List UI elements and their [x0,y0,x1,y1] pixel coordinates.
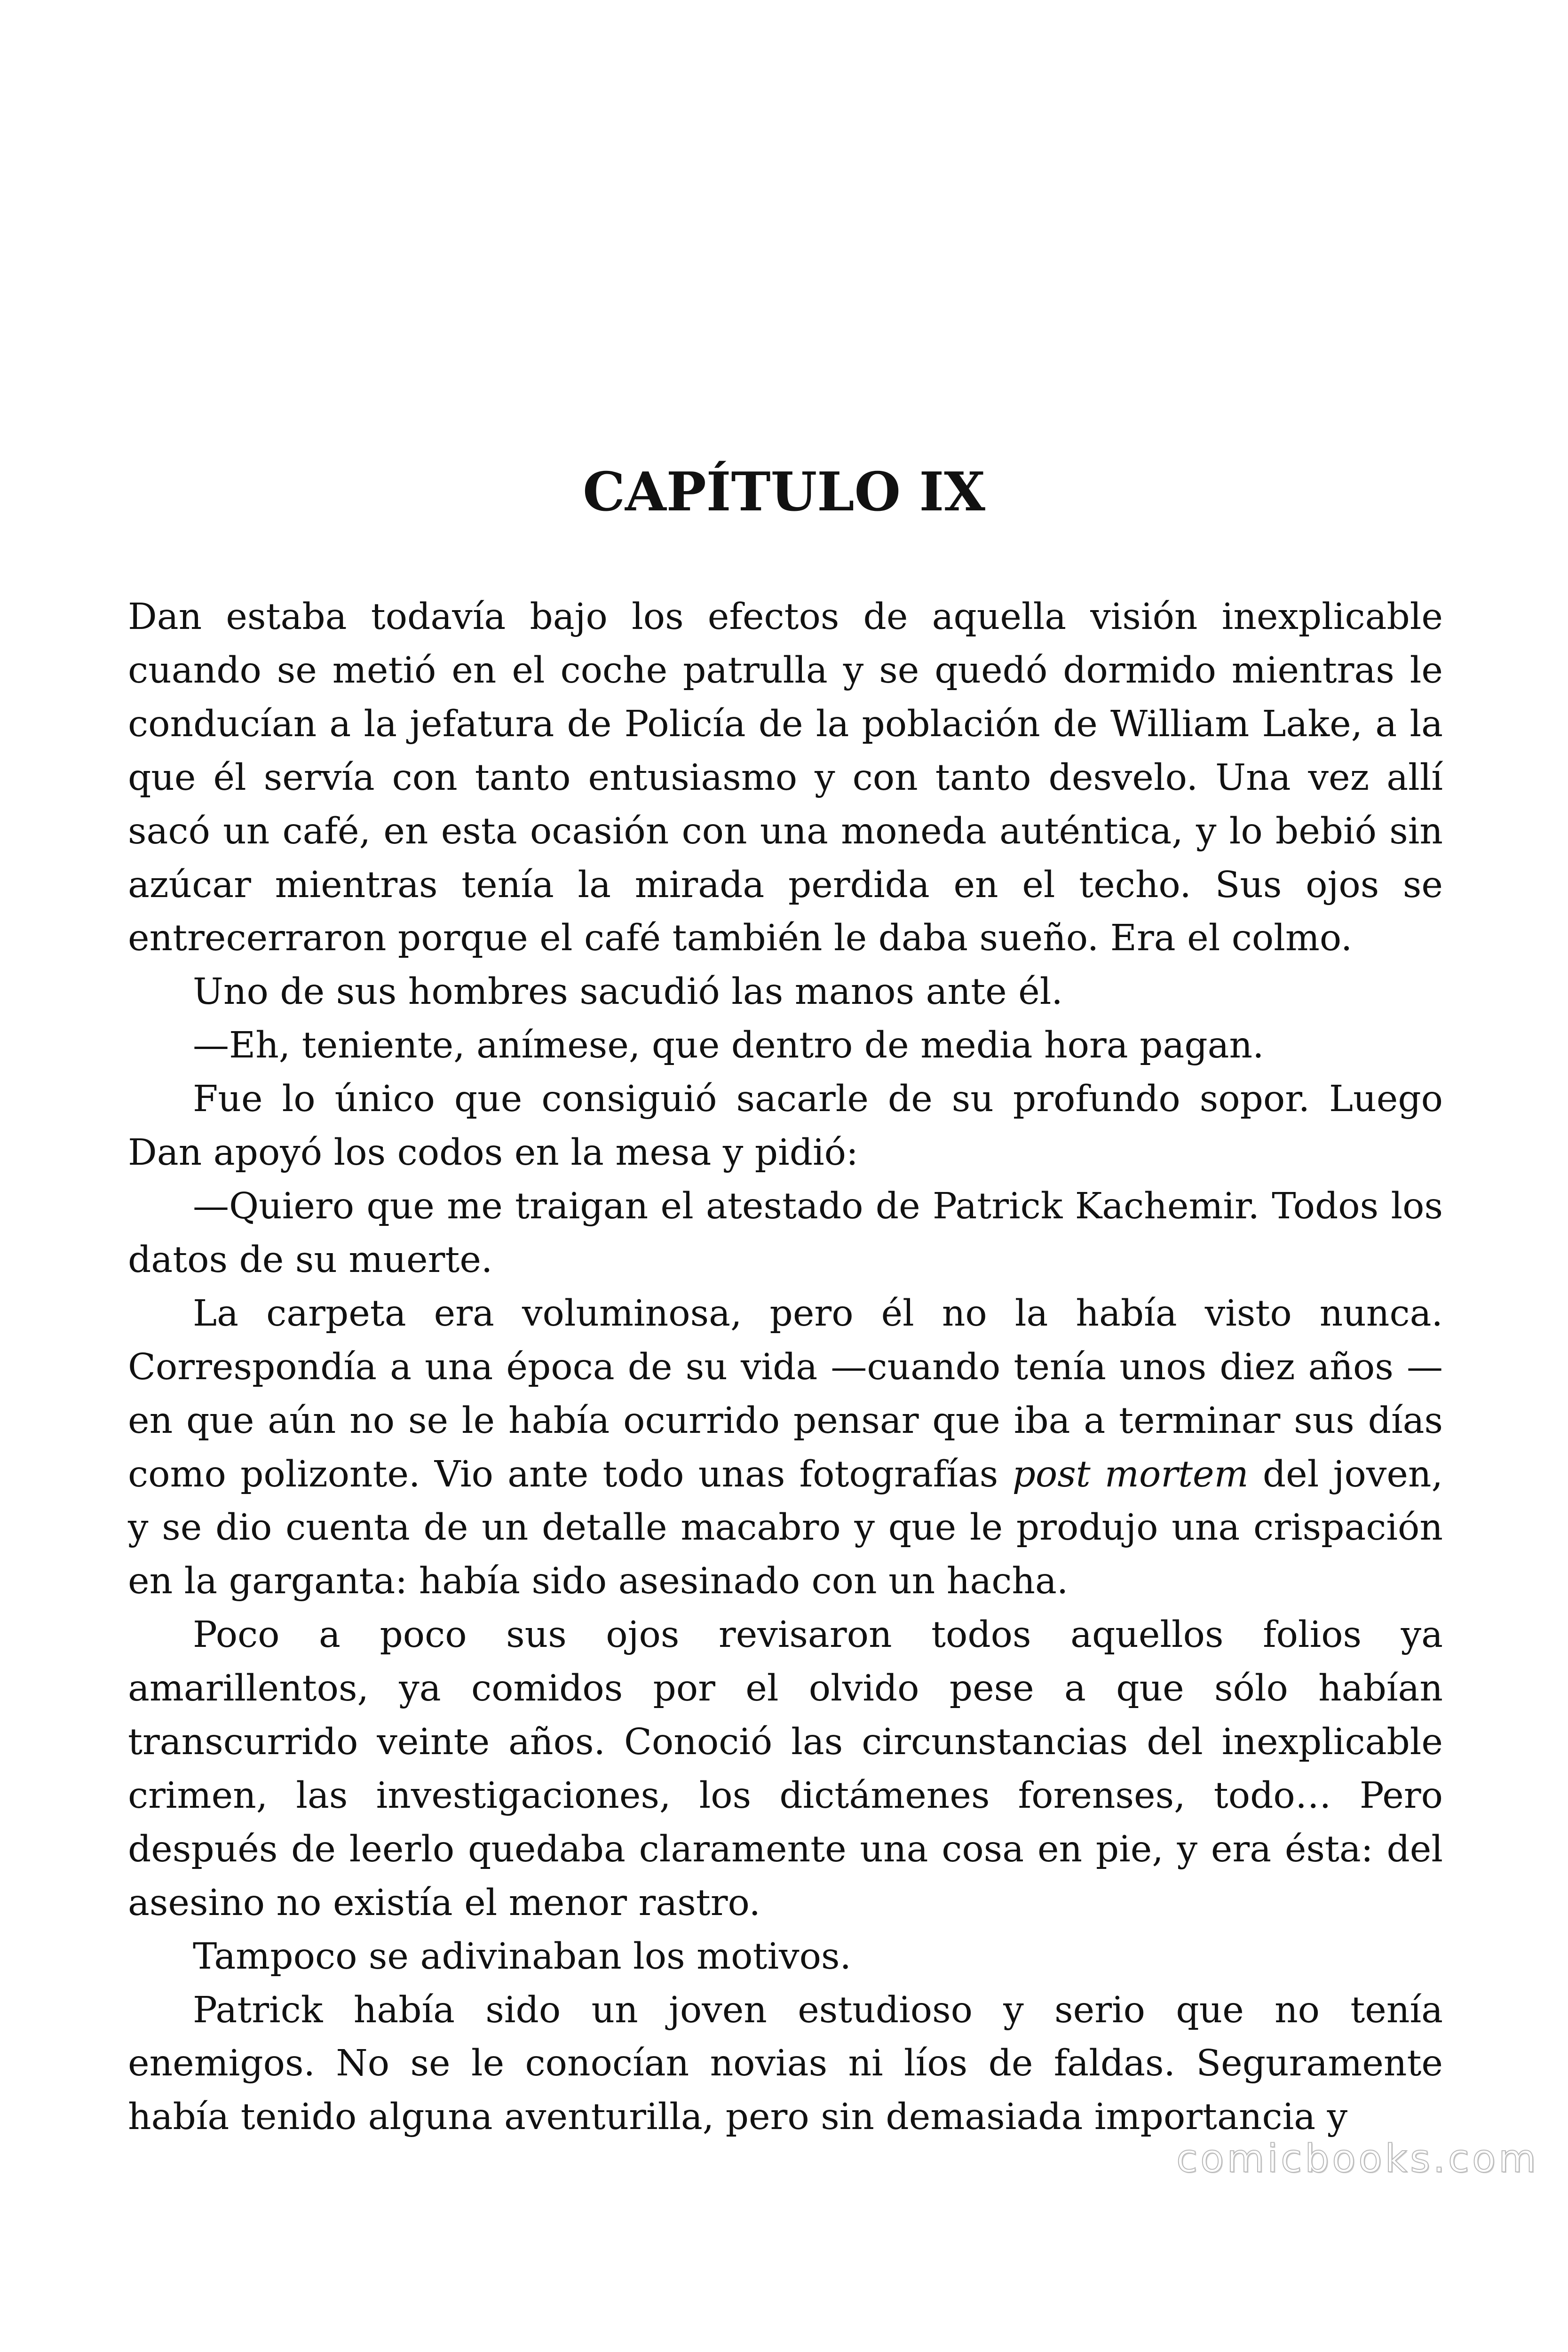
chapter-body [128,590,1443,2144]
chapter-title: CAPÍTULO IX [583,461,985,523]
paragraph-carpeta-after: del joven, y se dio cuenta de un detalle macabro y que le produjo una crispación en la garganta: había sido asesinado con un hacha. [128,1453,1443,1603]
paragraph-motivos: Tampoco se adivinaban los motivos. [193,1935,851,1978]
paragraph-carpeta [128,1287,1443,1608]
watermark-text: comicbooks.com [1176,2137,1539,2181]
paragraph-carpeta-italic: post mortem [1012,1453,1249,1495]
paragraph-opening: Dan estaba todavía bajo los efectos de aquella visión inexplicable cuando se metió en el coche patrulla y se quedó dormido mientras le conducían a la jefatura de Policía de la población de William Lake, a la que él servía con tanto entusiasmo y con tanto desvelo. Una vez allí sacó un café, en esta ocasión con una moneda auténtica, y lo bebió sin azúcar mientras tenía la mirada perdida en el techo. Sus ojos se entrecerraron porque el café también le daba sueño. Era el colmo. [128,596,1443,960]
paragraph-dialogue-atestado: —Quiero que me traigan el atestado de Patrick Kachemir. Todos los datos de su muerte. [128,1185,1443,1281]
paragraph-hands: Uno de sus hombres sacudió las manos ante él. [193,971,1063,1013]
paragraph-sopor: Fue lo único que consiguió sacarle de su profundo sopor. Luego Dan apoyó los codos en la mesa y pidió: [128,1078,1443,1174]
paragraph-carpeta-before: La carpeta era voluminosa, pero él no la había visto nunca. Correspondía a una época de su vida —cuando tenía unos diez años — en que aún no se le había ocurrido pensar que iba a terminar sus días como polizonte. Vio ante todo unas fotografías [128,1292,1443,1495]
paragraph-dialogue-teniente: —Eh, teniente, anímese, que dentro de media hora pagan. [193,1025,1264,1067]
paragraph-folios: Poco a poco sus ojos revisaron todos aquellos folios ya amarillentos, ya comidos por el olvido pese a que sólo habían transcurrido veinte años. Conoció las circunstancias del inexplicable crimen, las investigaciones, los dictámenes forenses, todo… Pero después de leerlo quedaba claramente una cosa en pie, y era ésta: del asesino no existía el menor rastro. [128,1614,1443,1924]
paragraph-patrick: Patrick había sido un joven estudioso y serio que no tenía enemigos. No se le conocían novias ni líos de faldas. Seguramente había tenido alguna aventurilla, pero sin demasiada importancia y [128,1989,1443,2138]
